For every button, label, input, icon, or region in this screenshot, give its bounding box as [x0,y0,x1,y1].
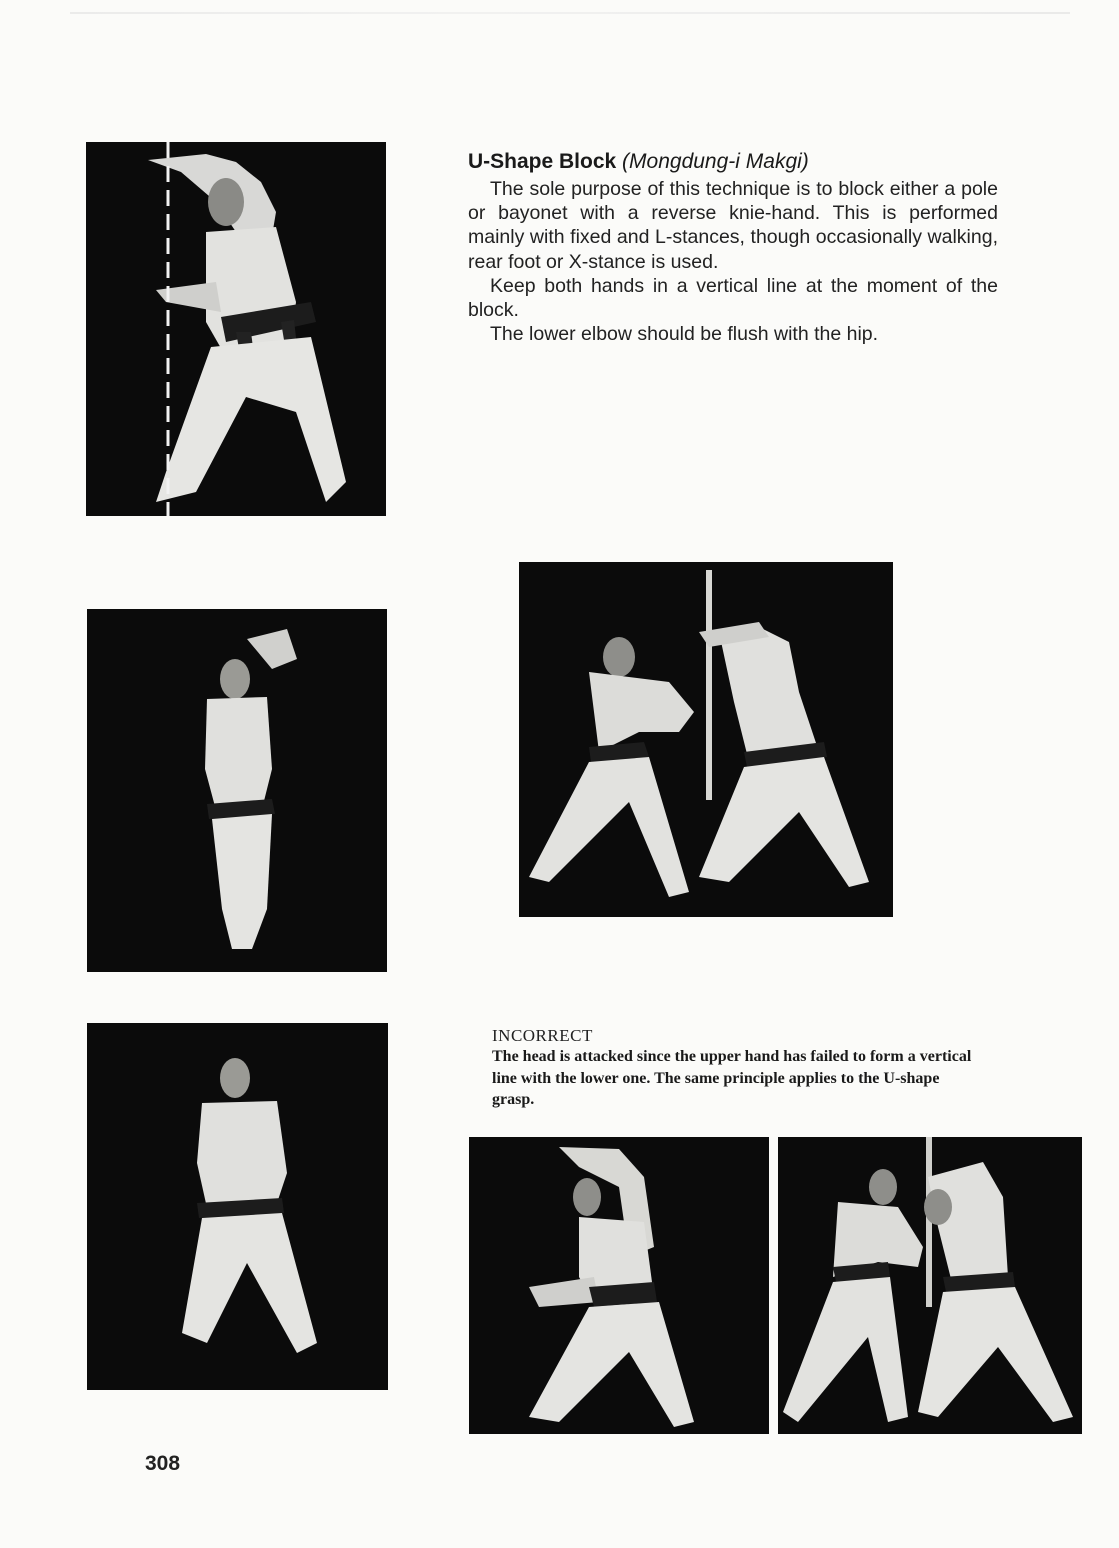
scan-top-edge [70,12,1070,14]
photo-incorrect-solo [469,1137,769,1434]
paragraph: Keep both hands in a vertical line at the moment of the block. [468,274,998,322]
figure-illustration [86,142,386,516]
photo-pole-block-pair [519,562,893,917]
figure-illustration [87,609,387,972]
incorrect-caption: The head is attacked since the upper hand has failed to form a vertical line with the lower one. The same principle applies to the U-shape grasp. [492,1048,972,1108]
figure-illustration [519,562,893,917]
photo-front-view-left [87,609,387,972]
photo-front-view-lower [87,1023,388,1390]
photo-incorrect-pair [778,1137,1082,1434]
figure-illustration [778,1137,1082,1434]
paragraph: The lower elbow should be flush with the hip. [490,323,879,346]
incorrect-label: INCORRECT [492,1026,593,1045]
section-heading [468,148,1008,176]
section-title-korean: (Mongdung-i Makgi) [622,150,809,173]
section-body [468,177,998,346]
figure-illustration [87,1023,388,1390]
section-title: U-Shape Block [468,150,617,173]
photo-side-view-u-block [86,142,386,516]
paragraph: The sole purpose of this technique is to block either a pole or bayonet with a reverse knie-hand. This is performed mainly with fixed and L-stances, though occasionally walking, rear foot or X-stance is used. [468,178,998,273]
figure-illustration [469,1137,769,1434]
page-number: 308 [145,1452,181,1475]
